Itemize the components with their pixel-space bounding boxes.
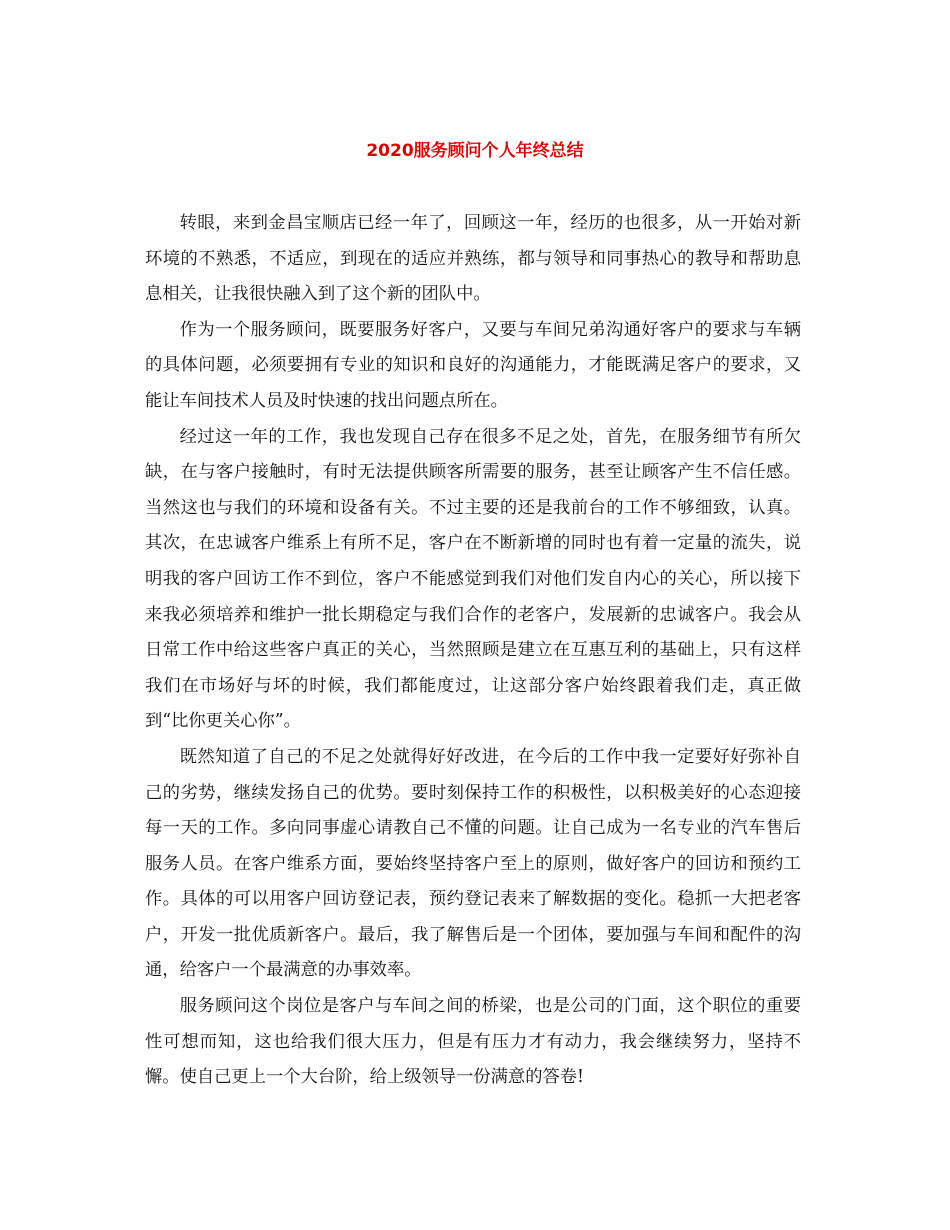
paragraph-4: 既然知道了自己的不足之处就得好好改进，在今后的工作中我一定要好好弥补自己的劣势，继续发扬自己的优势。要时刻保持工作的积极性，以积极美好的心态迎接每一天的工作。多向同事虚心请教自己不懂的问题。让自己成为一名专业的汽车售后服务人员。在客户维系方面，要始终坚持客户至上的原则，做好客户的回访和预约工作。具体的可以用客户回访登记表，预约登记表来了解数据的变化。稳抓一大把老客户，开发一批优质新客户。最后，我了解售后是一个团体，要加强与车间和配件的沟通，给客户一个最满意的办事效率。	[145, 746, 801, 981]
paragraph-5: 服务顾问这个岗位是客户与车间之间的桥梁，也是公司的门面，这个职位的重要性可想而知，这也给我们很大压力，但是有压力才有动力，我会继续努力，坚持不懈。使自己更上一个大台阶，给上级领导一份满意的答卷!	[145, 996, 801, 1088]
paragraph-1: 转眼，来到金昌宝顺店已经一年了，回顾这一年，经历的也很多，从一开始对新环境的不熟悉，不适应，到现在的适应并熟练，都与领导和同事热心的教导和帮助息息相关，让我很快融入到了这个新的团队中。	[145, 213, 801, 305]
document-body	[145, 206, 801, 1096]
document-title: 2020服务顾问个人年终总结	[366, 141, 584, 161]
paragraph-3: 经过这一年的工作，我也发现自己存在很多不足之处，首先，在服务细节有所欠缺，在与客户接触时，有时无法提供顾客所需要的服务，甚至让顾客产生不信任感。当然这也与我们的环境和设备有关。不过主要的还是我前台的工作不够细致，认真。其次，在忠诚客户维系上有所不足，客户在不断新增的同时也有着一定量的流失，说明我的客户回访工作不到位，客户不能感觉到我们对他们发自内心的关心，所以接下来我必须培养和维护一批长期稳定与我们合作的老客户，发展新的忠诚客户。我会从日常工作中给这些客户真正的关心，当然照顾是建立在互惠互利的基础上，只有这样我们在市场好与坏的时候，我们都能度过，让这部分客户始终跟着我们走，真正做到“比你更关心你”。	[145, 426, 801, 732]
paragraph-2: 作为一个服务顾问，既要服务好客户，又要与车间兄弟沟通好客户的要求与车辆的具体问题，必须要拥有专业的知识和良好的沟通能力，才能既满足客户的要求，又能让车间技术人员及时快速的找出问题点所在。	[145, 319, 801, 411]
